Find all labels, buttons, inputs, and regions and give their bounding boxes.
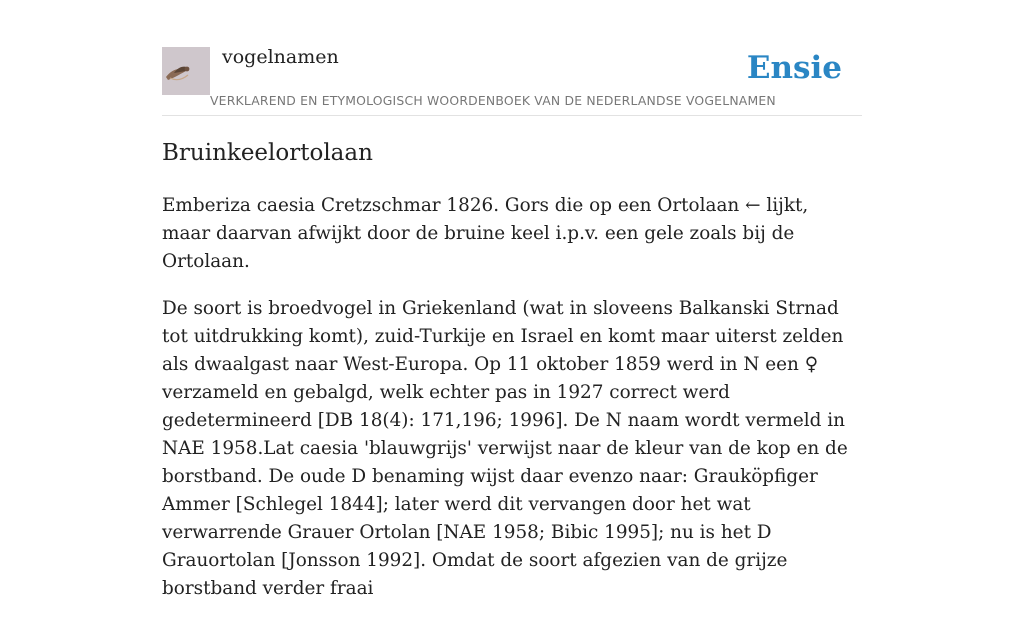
site-name[interactable]: vogelnamen [222,46,339,68]
article-paragraph: Emberiza caesia Cretzschmar 1826. Gors die op een Ortolaan ← lijkt, maar daarvan afwijkt door de bruine keel i.p.v. een gele zoals bij de Ortolaan. [162,195,809,272]
article-body [162,192,862,622]
brand-logo[interactable]: Ensie [746,50,842,86]
header-divider [162,115,862,116]
avatar[interactable] [162,47,210,95]
page-title: Bruinkeelortolaan [162,140,373,166]
page-container [162,0,862,599]
bird-photo-icon [162,47,210,95]
site-tagline: VERKLAREND EN ETYMOLOGISCH WOORDENBOEK VAN DE NEDERLANDSE VOGELNAMEN [210,93,776,108]
article-paragraph: De soort is broedvogel in Griekenland (wat in sloveens Balkanski Strnad tot uitdrukking komt), zuid-Turkije en Israel en komt maar uiterst zelden als dwaalgast naar West-Europa. Op 11 oktober 1859 werd in N een ♀ verzameld en gebalgd, welk echter pas in 1927 correct werd gedetermineerd [DB 18(4): 171,196; 1996]. De N naam wordt vermeld in NAE 1958.Lat caesia 'blauwgrijs' verwijst naar de kleur van de kop en de borstband. De oude D benaming wijst daar evenzo naar: Grauköpfiger Ammer [Schlegel 1844]; later werd dit vervangen door het wat verwarrende Grauer Ortolan [NAE 1958; Bibic 1995]; nu is het D Grauortolan [Jonsson 1992]. Omdat de soort afgezien van de grijze borstband verder fraai [162,298,848,599]
